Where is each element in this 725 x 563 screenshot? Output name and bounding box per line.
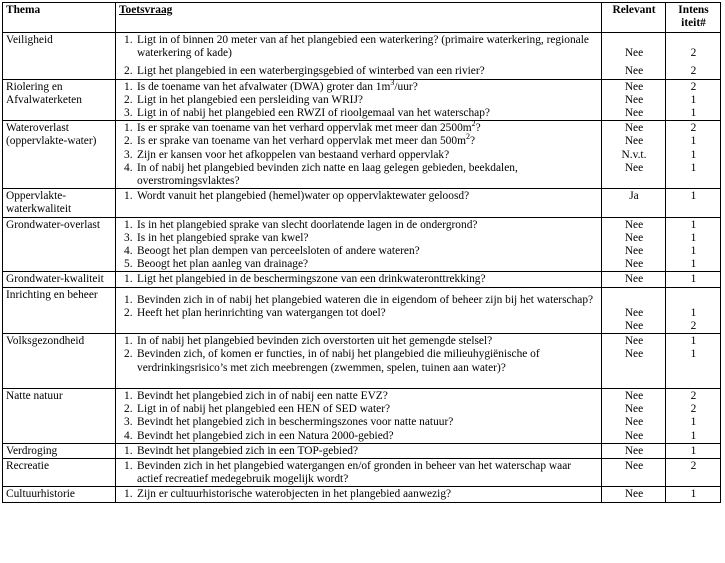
relevant-cell bbox=[602, 334, 666, 389]
intensiteit-value: 1 bbox=[690, 161, 697, 174]
toetsvraag-cell bbox=[116, 334, 602, 389]
header-toetsvraag bbox=[116, 3, 602, 33]
thema-cell: Wateroverlast (oppervlakte-water) bbox=[3, 121, 116, 189]
intensiteit-value: 2 bbox=[690, 80, 697, 93]
intensiteit-cell bbox=[666, 33, 721, 80]
relevant-value: Nee bbox=[624, 106, 644, 119]
toetsvraag-item bbox=[120, 348, 599, 374]
relevant-cell bbox=[602, 121, 666, 189]
intensiteit-value: 1 bbox=[690, 245, 697, 258]
question-text: Is in het plangebied sprake van kwel? bbox=[137, 231, 309, 244]
thema-cell: Inrichting en beheer bbox=[3, 287, 116, 334]
toetsvraag-item bbox=[120, 132, 599, 148]
question-text: In of nabij het plangebied bevinden zich overstorten uit het gemengde stelsel? bbox=[137, 335, 493, 348]
toetsvraag-cell bbox=[116, 33, 602, 80]
relevant-value: Nee bbox=[624, 258, 644, 271]
table-row bbox=[3, 487, 721, 502]
question-text: Zijn er cultuurhistorische waterobjecten in het plangebied aanwezig? bbox=[137, 488, 452, 501]
toetsvraag-item bbox=[120, 119, 599, 135]
relevant-value: Ja bbox=[629, 190, 639, 203]
thema-cell: Grondwater-kwaliteit bbox=[3, 272, 116, 287]
toetsvraag-item bbox=[120, 107, 599, 120]
intensiteit-value: 1 bbox=[690, 488, 697, 501]
table-row bbox=[3, 33, 721, 80]
question-number: 4. bbox=[124, 245, 133, 258]
intensiteit-cell bbox=[666, 287, 721, 334]
toetsvraag-cell bbox=[116, 217, 602, 272]
thema-cell: Cultuurhistorie bbox=[3, 487, 116, 502]
toetsvraag-item bbox=[120, 94, 599, 107]
relevant-value: Nee bbox=[624, 444, 644, 457]
toetsvraag-item bbox=[120, 445, 599, 458]
toetsvraag-item bbox=[120, 258, 599, 271]
thema-cell: Natte natuur bbox=[3, 389, 116, 444]
question-number: 2. bbox=[124, 65, 133, 78]
toetsvraag-cell bbox=[116, 79, 602, 121]
relevant-value: Nee bbox=[624, 65, 644, 78]
header-relevant: Relevant bbox=[602, 3, 666, 33]
header-intensiteit: Intens iteit# bbox=[666, 3, 721, 33]
question-number: 3. bbox=[124, 231, 133, 244]
relevant-cell bbox=[602, 487, 666, 502]
question-number: 1. bbox=[124, 34, 133, 46]
toetsvraag-item bbox=[120, 232, 599, 245]
toetsvraag-cell bbox=[116, 287, 602, 334]
table-row bbox=[3, 287, 721, 334]
intensiteit-value: 1 bbox=[690, 218, 697, 231]
question-number: 3. bbox=[124, 416, 133, 429]
intensiteit-value: 2 bbox=[690, 390, 697, 403]
thema-cell: Veiligheid bbox=[3, 33, 116, 80]
question-text: Is er sprake van toename van het verhard oppervlak met meer dan $500m^2$? bbox=[137, 132, 475, 148]
intensiteit-value: 1 bbox=[690, 93, 697, 106]
intensiteit-value: 1 bbox=[690, 148, 697, 161]
intensiteit-value: 2 bbox=[690, 403, 697, 416]
relevant-cell bbox=[602, 189, 666, 217]
question-text: In of nabij het plangebied bevinden zich natte en laag gelegen gebieden, beekdalen, overstromingsvlaktes? bbox=[137, 161, 518, 188]
thema-cell: Volksgezondheid bbox=[3, 334, 116, 389]
toetsvraag-cell bbox=[116, 487, 602, 502]
thema-cell: Verdroging bbox=[3, 443, 116, 458]
toetsvraag-item bbox=[120, 403, 599, 416]
question-text: Ligt het plangebied in een waterbergingsgebied of winterbed van een rivier? bbox=[137, 65, 485, 78]
toetsvraag-item bbox=[120, 245, 599, 258]
table-row bbox=[3, 389, 721, 444]
question-number: 2. bbox=[124, 403, 133, 416]
question-text: Is in het plangebied sprake van slecht doorlatende lagen in de ondergrond? bbox=[137, 218, 478, 231]
toetsvraag-item bbox=[120, 430, 599, 443]
relevant-value: Nee bbox=[624, 273, 644, 286]
question-number: 2. bbox=[124, 306, 133, 319]
relevant-cell bbox=[602, 459, 666, 487]
intensiteit-value: 1 bbox=[690, 444, 697, 457]
intensiteit-cell bbox=[666, 487, 721, 502]
relevant-cell bbox=[602, 272, 666, 287]
question-number: 1. bbox=[124, 390, 133, 403]
thema-cell: Oppervlakte-waterkwaliteit bbox=[3, 189, 116, 217]
question-number: 1. bbox=[124, 293, 133, 306]
question-text: Ligt in of binnen 20 meter van af het plangebied een waterkering? (primaire waterkering, regionale waterkering of kade) bbox=[137, 34, 589, 60]
intensiteit-value: 2 bbox=[690, 65, 697, 78]
intensiteit-value: 2 bbox=[690, 122, 697, 135]
relevant-value: Nee bbox=[624, 161, 644, 174]
table-body bbox=[3, 33, 721, 503]
question-number: 1. bbox=[124, 488, 133, 501]
relevant-value: Nee bbox=[624, 320, 644, 333]
toetsvraag-cell bbox=[116, 443, 602, 458]
relevant-value: Nee bbox=[624, 93, 644, 106]
table-row bbox=[3, 121, 721, 189]
question-number: 1. bbox=[124, 444, 133, 457]
toetsvraag-item bbox=[120, 488, 599, 501]
question-number: 4. bbox=[124, 429, 133, 442]
relevant-value: Nee bbox=[624, 348, 644, 361]
relevant-value: Nee bbox=[624, 335, 644, 348]
table-header-row bbox=[3, 3, 721, 33]
thema-cell: Riolering en Afvalwaterketen bbox=[3, 79, 116, 121]
water-toets-table bbox=[2, 2, 721, 503]
toetsvraag-item bbox=[120, 77, 599, 94]
intensiteit-cell bbox=[666, 121, 721, 189]
intensiteit-value: 1 bbox=[690, 429, 697, 442]
toetsvraag-item bbox=[120, 294, 599, 307]
relevant-cell bbox=[602, 287, 666, 334]
question-number: 2. bbox=[124, 135, 133, 148]
table-row bbox=[3, 334, 721, 389]
question-text: Ligt in of nabij het plangebied een HEN of SED water? bbox=[137, 403, 391, 416]
intensiteit-value: 2 bbox=[690, 47, 697, 60]
question-text: Is er sprake van toename van het verhard oppervlak met meer dan $2500m^2$? bbox=[137, 119, 481, 135]
intensiteit-value: 2 bbox=[690, 320, 697, 333]
relevant-value: Nee bbox=[624, 460, 644, 473]
intensiteit-value: 1 bbox=[690, 106, 697, 119]
table-row bbox=[3, 79, 721, 121]
toetsvraag-item bbox=[120, 34, 599, 60]
toetsvraag-item bbox=[120, 335, 599, 348]
relevant-cell bbox=[602, 443, 666, 458]
question-text: Bevinden zich in of nabij het plangebied wateren die in eigendom of beheer zijn bij het waterschap? bbox=[137, 293, 594, 306]
question-text: Bevinden zich in het plangebied watergangen en/of gronden in beheer van het waterschap waar actief recreatief medegebruik mogelijk wordt? bbox=[137, 460, 572, 486]
relevant-value: Nee bbox=[624, 47, 644, 60]
relevant-value: Nee bbox=[624, 80, 644, 93]
toetsvraag-cell bbox=[116, 272, 602, 287]
relevant-value: N.v.t. bbox=[621, 148, 647, 161]
question-text: Is de toename van het afvalwater (DWA) groter dan $1m^3$/uur? bbox=[137, 77, 418, 93]
question-number: 1. bbox=[124, 460, 133, 473]
question-text: Zijn er kansen voor het afkoppelen van bestaand verhard oppervlak? bbox=[137, 148, 450, 161]
table-row bbox=[3, 443, 721, 458]
header-thema: Thema bbox=[3, 3, 116, 33]
toetsvraag-item bbox=[120, 190, 599, 203]
question-text: Bevindt het plangebied zich in een TOP-gebied? bbox=[137, 444, 358, 457]
toetsvraag-item bbox=[120, 162, 599, 188]
question-number: 2. bbox=[124, 348, 133, 361]
intensiteit-cell bbox=[666, 334, 721, 389]
relevant-value: Nee bbox=[624, 231, 644, 244]
toetsvraag-item bbox=[120, 149, 599, 162]
intensiteit-value: 1 bbox=[690, 258, 697, 271]
intensiteit-cell bbox=[666, 389, 721, 444]
intensiteit-cell bbox=[666, 79, 721, 121]
question-number: 1. bbox=[124, 80, 133, 93]
question-text: Bevindt het plangebied zich in een Natura 2000-gebied? bbox=[137, 429, 394, 442]
table-row bbox=[3, 189, 721, 217]
toetsvraag-cell bbox=[116, 189, 602, 217]
intensiteit-value: 1 bbox=[690, 231, 697, 244]
question-text: Ligt het plangebied in de beschermingszone van een drinkwateronttrekking? bbox=[137, 273, 486, 286]
question-text: Beoogt het plan dempen van perceelsloten of andere wateren? bbox=[137, 245, 420, 258]
question-number: 1. bbox=[124, 218, 133, 231]
question-text: Ligt in of nabij het plangebied een RWZI of rioolgemaal van het waterschap? bbox=[137, 107, 490, 120]
intensiteit-value: 1 bbox=[690, 416, 697, 429]
relevant-value: Nee bbox=[624, 488, 644, 501]
toetsvraag-item bbox=[120, 460, 599, 486]
intensiteit-cell bbox=[666, 189, 721, 217]
toetsvraag-item bbox=[120, 390, 599, 403]
relevant-value: Nee bbox=[624, 306, 644, 319]
question-text: Bevinden zich, of komen er functies, in of nabij het plangebied die milieuhygiënische of verdrinkingsrisico’s met zich meebrengen (zwemmen, spelen, tuinen aan water)? bbox=[137, 348, 540, 374]
toetsvraag-cell bbox=[116, 459, 602, 487]
relevant-cell bbox=[602, 217, 666, 272]
relevant-value: Nee bbox=[624, 429, 644, 442]
question-number: 1. bbox=[124, 190, 133, 203]
relevant-value: Nee bbox=[624, 218, 644, 231]
intensiteit-value: 1 bbox=[690, 306, 697, 319]
relevant-value: Nee bbox=[624, 245, 644, 258]
toetsvraag-item bbox=[120, 219, 599, 232]
relevant-value: Nee bbox=[624, 122, 644, 135]
intensiteit-cell bbox=[666, 443, 721, 458]
relevant-value: Nee bbox=[624, 135, 644, 148]
relevant-cell bbox=[602, 33, 666, 80]
question-text: Wordt vanuit het plangebied (hemel)water op oppervlaktewater geloosd? bbox=[137, 190, 470, 203]
table-row bbox=[3, 459, 721, 487]
relevant-cell bbox=[602, 389, 666, 444]
intensiteit-value: 1 bbox=[690, 348, 697, 361]
question-number: 2. bbox=[124, 93, 133, 106]
table-row bbox=[3, 272, 721, 287]
question-number: 1. bbox=[124, 122, 133, 135]
toetsvraag-item bbox=[120, 307, 599, 320]
relevant-cell bbox=[602, 79, 666, 121]
toetsvraag-item bbox=[120, 65, 599, 78]
toetsvraag-cell bbox=[116, 121, 602, 189]
relevant-value: Nee bbox=[624, 416, 644, 429]
header-toetsvraag-label: Toetsvraag bbox=[119, 4, 173, 16]
question-text: Ligt in het plangebied een persleiding van WRIJ? bbox=[137, 93, 363, 106]
question-text: Bevindt het plangebied zich in beschermingszones voor natte natuur? bbox=[137, 416, 454, 429]
question-number: 4. bbox=[124, 161, 133, 174]
thema-cell: Grondwater-overlast bbox=[3, 217, 116, 272]
intensiteit-value: 2 bbox=[690, 460, 697, 473]
intensiteit-value: 1 bbox=[690, 273, 697, 286]
question-number: 1. bbox=[124, 335, 133, 348]
relevant-value: Nee bbox=[624, 390, 644, 403]
question-text: Beoogt het plan aanleg van drainage? bbox=[137, 258, 309, 271]
question-number: 3. bbox=[124, 107, 133, 120]
relevant-value: Nee bbox=[624, 403, 644, 416]
toetsvraag-item bbox=[120, 416, 599, 429]
thema-cell: Recreatie bbox=[3, 459, 116, 487]
question-number: 1. bbox=[124, 273, 133, 286]
intensiteit-cell bbox=[666, 459, 721, 487]
intensiteit-value: 1 bbox=[690, 335, 697, 348]
table-row bbox=[3, 217, 721, 272]
toetsvraag-item bbox=[120, 273, 599, 286]
question-number: 5. bbox=[124, 258, 133, 271]
intensiteit-value: 1 bbox=[690, 135, 697, 148]
intensiteit-cell bbox=[666, 217, 721, 272]
question-number: 3. bbox=[124, 148, 133, 161]
toetsvraag-cell bbox=[116, 389, 602, 444]
intensiteit-cell bbox=[666, 272, 721, 287]
question-text: Bevindt het plangebied zich in of nabij een natte EVZ? bbox=[137, 390, 388, 403]
question-text: Heeft het plan herinrichting van watergangen tot doel? bbox=[137, 306, 386, 319]
intensiteit-value: 1 bbox=[690, 190, 697, 203]
